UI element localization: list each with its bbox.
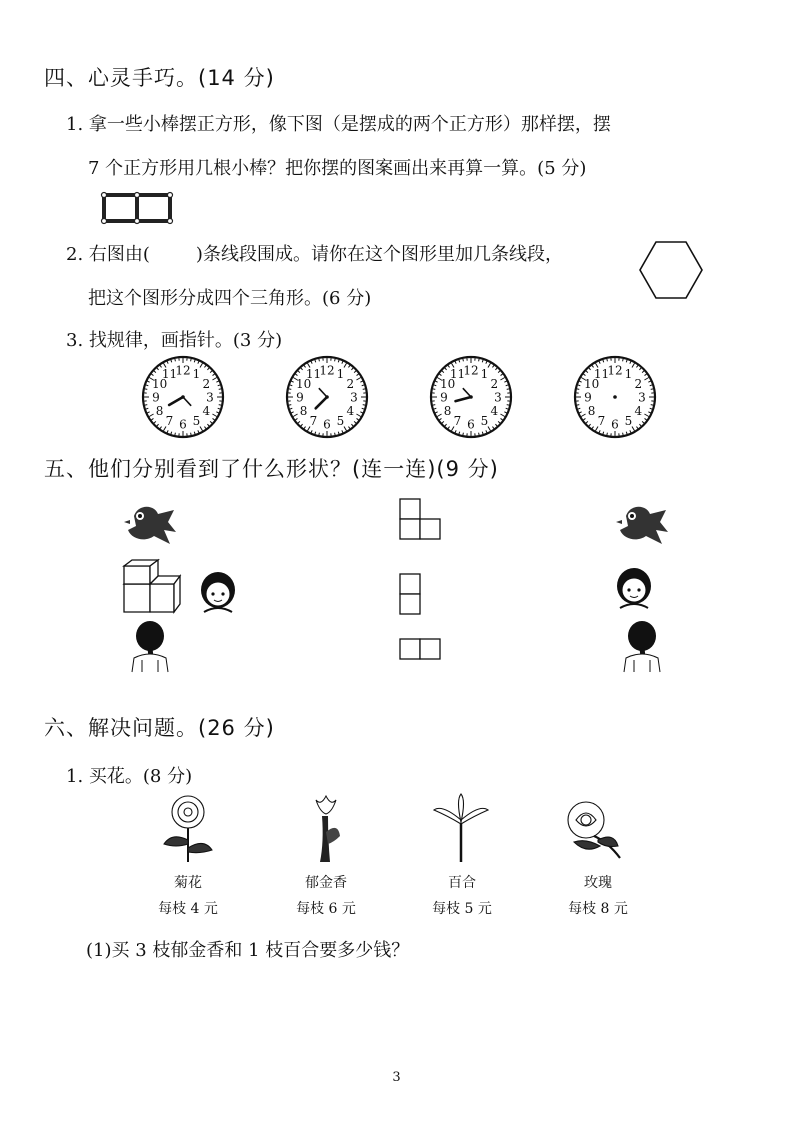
clock-tick	[433, 389, 435, 390]
page-number: 3	[392, 1070, 401, 1085]
clock-tick	[623, 433, 624, 435]
clock-tick	[479, 359, 480, 361]
clock-number: 5	[336, 413, 345, 428]
clock-number: 3	[350, 390, 358, 405]
clock-tick	[507, 389, 509, 390]
question-2-prefix: 2. 右图由(	[66, 244, 150, 265]
clock-tick	[145, 389, 147, 390]
clock-tick	[463, 359, 464, 361]
clock-tick	[175, 359, 176, 361]
flower-name-lily: 百合	[448, 875, 476, 891]
clock-number: 11	[161, 367, 178, 382]
question-3: 3. 找规律，画指针。(3 分)	[66, 330, 283, 351]
sub-question-1: (1)买 3 枝郁金香和 1 枝百合要多少钱？	[86, 940, 410, 961]
section-4-title: 四、心灵手巧。(14 分)	[44, 66, 275, 90]
clock-tick	[319, 359, 320, 361]
clock-number: 5	[624, 413, 633, 428]
clock-number: 10	[151, 377, 168, 391]
view-shape-vertical	[398, 572, 424, 620]
clock-number: 12	[607, 363, 623, 378]
clock-tick	[507, 405, 509, 406]
lily-icon	[432, 794, 490, 864]
stick-squares-figure	[100, 191, 180, 225]
clock-number: 4	[490, 404, 499, 418]
clock-number: 3	[206, 390, 214, 405]
clock-number: 7	[597, 413, 606, 428]
clock-4-blank[interactable]	[570, 352, 660, 442]
view-shape-L	[398, 497, 446, 545]
clock-number: 4	[202, 404, 211, 418]
hexagon-figure	[638, 240, 704, 300]
rose-icon	[564, 798, 622, 864]
clock-number: 9	[584, 390, 592, 405]
flower-price-rose: 每枝 8 元	[568, 901, 628, 917]
clock-number: 9	[440, 390, 448, 405]
clock-number: 7	[309, 413, 318, 428]
clock-tick	[191, 359, 192, 361]
clock-number: 8	[587, 404, 596, 418]
girl-back-icon-left	[128, 620, 172, 672]
clock-tick	[191, 433, 192, 435]
clock-number: 2	[634, 377, 643, 391]
clock-number: 6	[323, 417, 331, 432]
section-6-title: 六、解决问题。(26 分)	[44, 716, 275, 740]
clock-tick	[175, 433, 176, 435]
cube-stack-figure	[122, 562, 182, 614]
view-shape-horizontal	[398, 637, 446, 663]
clock-tick	[145, 405, 147, 406]
clock-tick	[363, 405, 365, 406]
section-5-title: 五、他们分别看到了什么形状？(连一连)(9 分)	[44, 457, 499, 481]
flower-name-chrysanthemum: 菊花	[174, 875, 202, 891]
clock-number: 1	[624, 367, 633, 382]
clock-number: 12	[463, 363, 479, 378]
clock-tick	[335, 359, 336, 361]
clock-number: 2	[490, 377, 499, 391]
flower-name-tulip: 郁金香	[305, 875, 347, 891]
clock-tick	[319, 433, 320, 435]
clock-tick	[607, 359, 608, 361]
clock-number: 10	[295, 377, 312, 391]
flower-price-tulip: 每枝 6 元	[296, 901, 356, 917]
girl-front-icon-right	[612, 566, 656, 610]
clock-tick	[219, 405, 221, 406]
flower-price-lily: 每枝 5 元	[432, 901, 492, 917]
clock-tick	[219, 389, 221, 390]
clock-number: 5	[480, 413, 489, 428]
girl-front-icon-left	[196, 570, 240, 614]
clock-tick	[607, 433, 608, 435]
clock-tick	[335, 433, 336, 435]
question-buy-flowers: 1. 买花。(8 分)	[66, 766, 193, 787]
clock-number: 1	[480, 367, 489, 382]
clock-number: 11	[305, 367, 322, 382]
clock-number: 9	[152, 390, 160, 405]
question-2-suffix: )条线段围成。请你在这个图形里加几条线段，	[195, 244, 563, 265]
clock-center	[613, 395, 617, 399]
clock-number: 12	[175, 363, 191, 378]
clock-row	[134, 352, 664, 444]
clock-2	[282, 352, 372, 442]
clock-number: 1	[336, 367, 345, 382]
flower-name-rose: 玫瑰	[584, 875, 612, 891]
clock-tick	[651, 389, 653, 390]
clock-number: 2	[202, 377, 211, 391]
clock-number: 7	[165, 413, 174, 428]
clock-number: 10	[583, 377, 600, 391]
clock-number: 4	[346, 404, 355, 418]
clock-tick	[577, 405, 579, 406]
clock-number: 4	[634, 404, 643, 418]
bird-icon-left	[124, 502, 176, 546]
bird-icon-right	[616, 502, 668, 546]
question-2-line-2: 把这个图形分成四个三角形。(6 分)	[88, 288, 372, 309]
clock-number: 11	[593, 367, 610, 382]
clock-tick	[463, 433, 464, 435]
clock-number: 11	[449, 367, 466, 382]
clock-number: 8	[299, 404, 308, 418]
clock-tick	[289, 389, 291, 390]
clock-tick	[433, 405, 435, 406]
clock-number: 5	[192, 413, 201, 428]
clock-number: 8	[155, 404, 164, 418]
clock-tick	[623, 359, 624, 361]
clock-1	[138, 352, 228, 442]
clock-tick	[577, 389, 579, 390]
clock-number: 6	[179, 417, 187, 432]
clock-number: 1	[192, 367, 201, 382]
clock-number: 8	[443, 404, 452, 418]
clock-number: 12	[319, 363, 335, 378]
clock-number: 6	[467, 417, 475, 432]
clock-number: 10	[439, 377, 456, 391]
chrysanthemum-icon	[158, 792, 216, 864]
clock-tick	[479, 433, 480, 435]
clock-number: 7	[453, 413, 462, 428]
tulip-icon	[306, 792, 346, 864]
flower-price-chrysanthemum: 每枝 4 元	[158, 901, 218, 917]
question-2-line-1	[66, 240, 563, 266]
clock-tick	[363, 389, 365, 390]
clock-number: 9	[296, 390, 304, 405]
question-1-line-1: 1. 拿一些小棒摆正方形，像下图（是摆成的两个正方形）那样摆，摆	[66, 114, 611, 135]
clock-number: 3	[638, 390, 646, 405]
clock-tick	[651, 405, 653, 406]
question-1-line-2: 7 个正方形用几根小棒？把你摆的图案画出来再算一算。(5 分)	[88, 158, 587, 179]
clock-tick	[289, 405, 291, 406]
clock-number: 2	[346, 377, 355, 391]
clock-3	[426, 352, 516, 442]
girl-back-icon-right	[620, 620, 664, 672]
clock-number: 3	[494, 390, 502, 405]
clock-number: 6	[611, 417, 619, 432]
